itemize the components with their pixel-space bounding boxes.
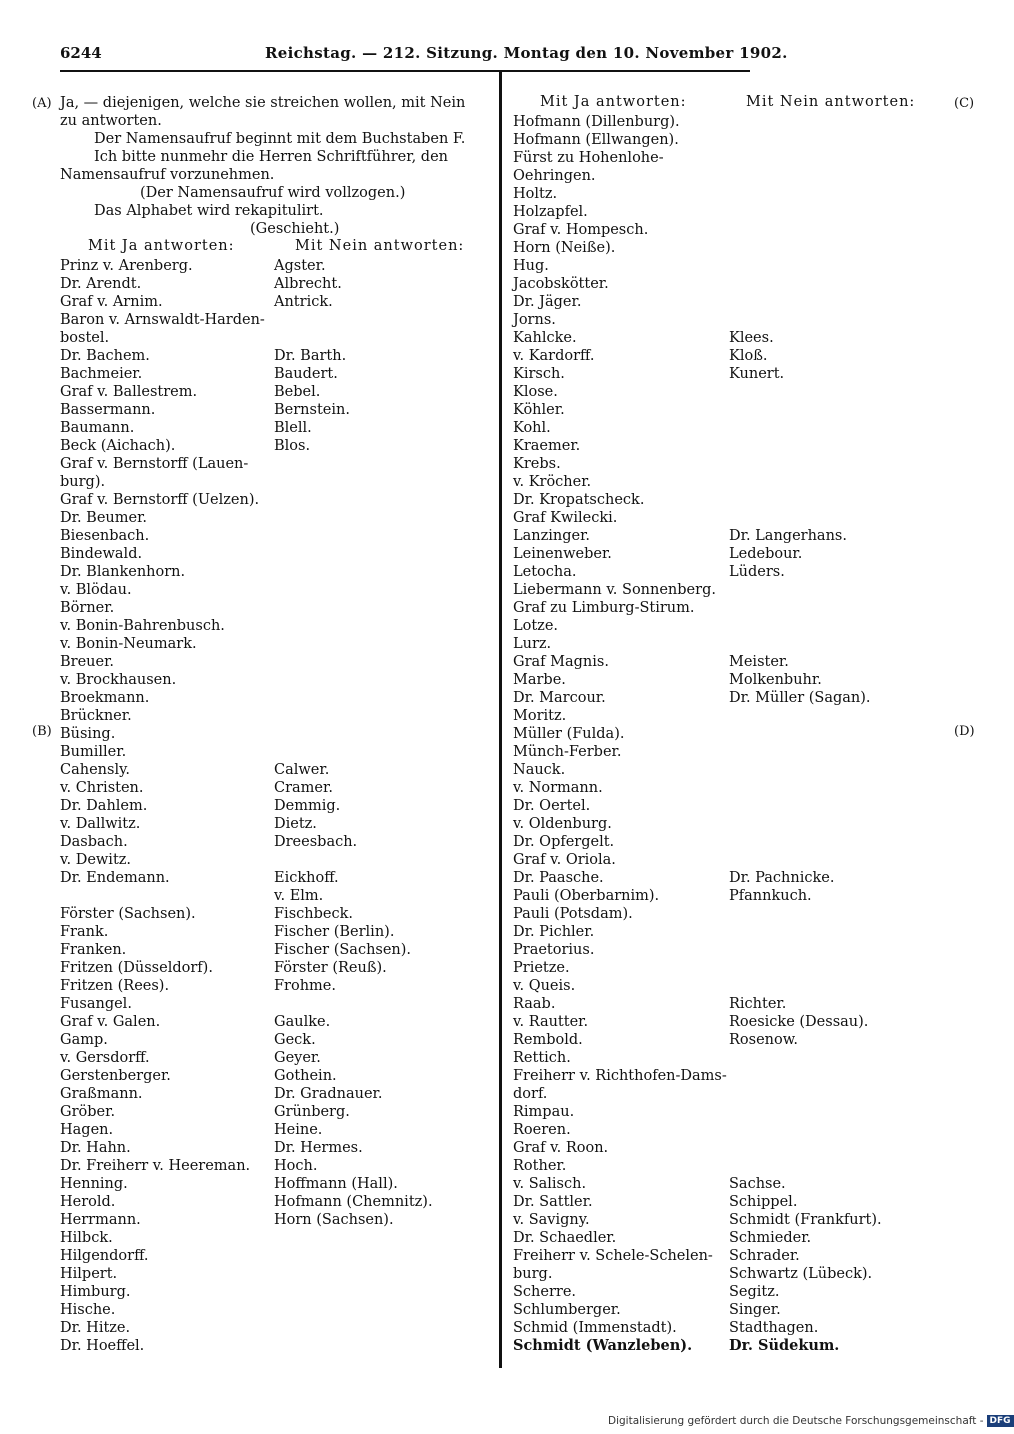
list-item bbox=[729, 275, 882, 293]
list-item: Lotze. bbox=[513, 618, 559, 634]
list-item bbox=[729, 113, 882, 131]
list-item: Graf v. Roon. bbox=[513, 1140, 609, 1156]
list-item: Dr. Schaedler. bbox=[513, 1230, 617, 1246]
list-item bbox=[729, 743, 882, 761]
list-item: Praetorius. bbox=[513, 942, 595, 958]
list-item: Pfannkuch. bbox=[729, 888, 812, 904]
list-item: Roesicke (Dessau). bbox=[729, 1014, 869, 1030]
list-item bbox=[729, 851, 882, 869]
list-item: Fischer (Sachsen). bbox=[274, 942, 412, 958]
list-item: Lurz. bbox=[513, 636, 552, 652]
list-item: Nauck. bbox=[513, 762, 566, 778]
page-title: Reichstag. — 212. Sitzung. Montag den 10. November 1902. bbox=[265, 44, 788, 62]
list-item: v. Normann. bbox=[513, 780, 603, 796]
list-item: Fritzen (Düsseldorf). bbox=[60, 960, 213, 976]
list-item: Jacobskötter. bbox=[513, 276, 609, 292]
list-item bbox=[274, 743, 433, 761]
list-item: Franken. bbox=[60, 942, 127, 958]
list-item: Schrader. bbox=[729, 1248, 800, 1264]
list-item: Dr. Beumer. bbox=[60, 510, 148, 526]
list-item: Richter. bbox=[729, 996, 787, 1012]
list-item: Brückner. bbox=[60, 708, 132, 724]
intro-line: Namensaufruf vorzunehmen. bbox=[60, 167, 275, 183]
list-item: Fischbeck. bbox=[274, 906, 353, 922]
list-item: Schmieder. bbox=[729, 1230, 812, 1246]
list-item: Dr. Blankenhorn. bbox=[60, 564, 186, 580]
list-item: Pauli (Oberbarnim). bbox=[513, 888, 660, 904]
list-item: Dr. Jäger. bbox=[513, 294, 582, 310]
list-item: Frank. bbox=[60, 924, 109, 940]
list-item: Gaulke. bbox=[274, 1014, 331, 1030]
list-item: Stadthagen. bbox=[729, 1320, 819, 1336]
list-item: Dr. Opfergelt. bbox=[513, 834, 615, 850]
list-item: Broekmann. bbox=[60, 690, 150, 706]
right-nein-heading: Mit Nein antworten: bbox=[746, 94, 916, 110]
list-item: Münch-Ferber. bbox=[513, 744, 622, 760]
list-item: Kahlcke. bbox=[513, 330, 577, 346]
list-item: Dr. Hermes. bbox=[274, 1140, 363, 1156]
list-item bbox=[729, 1067, 882, 1085]
list-item bbox=[729, 815, 882, 833]
list-item: Antrick. bbox=[274, 294, 333, 310]
list-item: Kunert. bbox=[729, 366, 785, 382]
intro-line: (Geschieht.) bbox=[250, 221, 340, 237]
list-item bbox=[274, 599, 433, 617]
intro-line: Das Alphabet wird rekapitulirt. bbox=[94, 203, 324, 219]
list-item: Gröber. bbox=[60, 1104, 116, 1120]
list-item bbox=[729, 131, 882, 149]
right-ja-list bbox=[513, 113, 727, 1355]
list-item: Klose. bbox=[513, 384, 558, 400]
list-item: Förster (Reuß). bbox=[274, 960, 387, 976]
list-item: Horn (Neiße). bbox=[513, 240, 616, 256]
list-item bbox=[729, 239, 882, 257]
list-item: Graf Kwilecki. bbox=[513, 510, 618, 526]
list-item: Dr. Südekum. bbox=[729, 1337, 840, 1354]
list-item: Biesenbach. bbox=[60, 528, 150, 544]
right-ja-heading: Mit Ja antworten: bbox=[540, 94, 687, 110]
list-item: Graf v. Bernstorff (Uelzen). bbox=[60, 492, 260, 508]
list-item: Leinenweber. bbox=[513, 546, 612, 562]
header-rule bbox=[60, 70, 750, 72]
list-item bbox=[274, 707, 433, 725]
list-item bbox=[729, 617, 882, 635]
list-item: Moritz. bbox=[513, 708, 567, 724]
list-item: Börner. bbox=[60, 600, 115, 616]
list-item: Dr. Marcour. bbox=[513, 690, 606, 706]
list-item: Herrmann. bbox=[60, 1212, 141, 1228]
list-item: Prietze. bbox=[513, 960, 570, 976]
list-item: Dr. Oertel. bbox=[513, 798, 591, 814]
list-item: Hofmann (Dillenburg). bbox=[513, 114, 680, 130]
list-item: Prinz v. Arenberg. bbox=[60, 258, 193, 274]
list-item bbox=[729, 725, 882, 743]
list-item: Dr. Langerhans. bbox=[729, 528, 847, 544]
list-item bbox=[274, 995, 433, 1013]
list-item: Scherre. bbox=[513, 1284, 577, 1300]
list-item bbox=[729, 311, 882, 329]
list-item: Beck (Aichach). bbox=[60, 438, 176, 454]
left-ja-heading: Mit Ja antworten: bbox=[88, 238, 235, 254]
list-item: Sachse. bbox=[729, 1176, 786, 1192]
list-item: Büsing. bbox=[60, 726, 116, 742]
list-item: v. Brockhausen. bbox=[60, 672, 177, 688]
list-item: Cahensly. bbox=[60, 762, 130, 778]
list-item: Albrecht. bbox=[274, 276, 342, 292]
list-item: Kloß. bbox=[729, 348, 768, 364]
list-item bbox=[274, 563, 433, 581]
list-item: Singer. bbox=[729, 1302, 781, 1318]
list-item: Hug. bbox=[513, 258, 549, 274]
list-item: Hofmann (Chemnitz). bbox=[274, 1194, 433, 1210]
list-item: Hagen. bbox=[60, 1122, 114, 1138]
list-item: Frohme. bbox=[274, 978, 337, 994]
list-item: Hoch. bbox=[274, 1158, 318, 1174]
list-item: Bassermann. bbox=[60, 402, 156, 418]
intro-line: zu antworten. bbox=[60, 113, 162, 129]
list-item: v. Dallwitz. bbox=[60, 816, 141, 832]
list-item bbox=[274, 851, 433, 869]
list-item bbox=[729, 581, 882, 599]
list-item: dorf. bbox=[513, 1086, 548, 1102]
list-item: Baumann. bbox=[60, 420, 135, 436]
list-item: Holtz. bbox=[513, 186, 558, 202]
list-item: Dr. Hoeffel. bbox=[60, 1338, 145, 1354]
list-item bbox=[274, 653, 433, 671]
list-item: Schmidt (Wanzleben). bbox=[513, 1337, 693, 1354]
list-item bbox=[274, 311, 433, 329]
list-item: Dietz. bbox=[274, 816, 317, 832]
list-item: burg). bbox=[60, 474, 106, 490]
list-item: Ledebour. bbox=[729, 546, 803, 562]
list-item: v. Savigny. bbox=[513, 1212, 590, 1228]
list-item: Molkenbuhr. bbox=[729, 672, 822, 688]
list-item: v. Blödau. bbox=[60, 582, 132, 598]
list-item: Schmid (Immenstadt). bbox=[513, 1320, 677, 1336]
list-item bbox=[274, 545, 433, 563]
list-item: Graf v. Galen. bbox=[60, 1014, 161, 1030]
list-item bbox=[729, 923, 882, 941]
list-item: v. Oldenburg. bbox=[513, 816, 612, 832]
list-item: Graf v. Arnim. bbox=[60, 294, 163, 310]
list-item: Klees. bbox=[729, 330, 774, 346]
list-item: Dr. Hitze. bbox=[60, 1320, 131, 1336]
list-item: Rettich. bbox=[513, 1050, 571, 1066]
list-item bbox=[274, 689, 433, 707]
list-item: v. Kröcher. bbox=[513, 474, 592, 490]
list-item: Hilgendorff. bbox=[60, 1248, 149, 1264]
list-item bbox=[274, 473, 433, 491]
list-item bbox=[729, 959, 882, 977]
list-item bbox=[729, 1157, 882, 1175]
list-item: Dr. Hahn. bbox=[60, 1140, 131, 1156]
list-item bbox=[729, 455, 882, 473]
list-item: Dr. Freiherr v. Heereman. bbox=[60, 1158, 251, 1174]
list-item: Schmidt (Frankfurt). bbox=[729, 1212, 882, 1228]
list-item: Jorns. bbox=[513, 312, 556, 328]
list-item bbox=[729, 473, 882, 491]
list-item bbox=[274, 491, 433, 509]
list-item: Meister. bbox=[729, 654, 789, 670]
list-item: Segitz. bbox=[729, 1284, 780, 1300]
list-item: Calwer. bbox=[274, 762, 330, 778]
list-item: Dr. Endemann. bbox=[60, 870, 170, 886]
list-item bbox=[274, 455, 433, 473]
list-item: Dr. Gradnauer. bbox=[274, 1086, 383, 1102]
list-item: Baudert. bbox=[274, 366, 338, 382]
list-item: Raab. bbox=[513, 996, 556, 1012]
list-item: Hoffmann (Hall). bbox=[274, 1176, 398, 1192]
list-item: Dr. Sattler. bbox=[513, 1194, 593, 1210]
list-item: Grünberg. bbox=[274, 1104, 350, 1120]
list-item: v. Bonin-Bahrenbusch. bbox=[60, 618, 225, 634]
list-item: v. Salisch. bbox=[513, 1176, 587, 1192]
list-item: Graßmann. bbox=[60, 1086, 143, 1102]
list-item: Pauli (Potsdam). bbox=[513, 906, 633, 922]
list-item: Roeren. bbox=[513, 1122, 571, 1138]
list-item: Förster (Sachsen). bbox=[60, 906, 196, 922]
list-item: v. Dewitz. bbox=[60, 852, 132, 868]
list-item: Lüders. bbox=[729, 564, 785, 580]
list-item: Bumiller. bbox=[60, 744, 127, 760]
left-ja-list bbox=[60, 257, 265, 1355]
list-item: Dr. Paasche. bbox=[513, 870, 604, 886]
list-item: Dreesbach. bbox=[274, 834, 358, 850]
list-item: Henning. bbox=[60, 1176, 128, 1192]
list-item bbox=[274, 329, 433, 347]
list-item: Dr. Arendt. bbox=[60, 276, 142, 292]
list-item bbox=[729, 599, 882, 617]
list-item bbox=[729, 977, 882, 995]
margin-mark-b: (B) bbox=[32, 724, 52, 739]
list-item: Herold. bbox=[60, 1194, 116, 1210]
list-item: Köhler. bbox=[513, 402, 565, 418]
list-item: Gerstenberger. bbox=[60, 1068, 171, 1084]
list-item: Bachmeier. bbox=[60, 366, 143, 382]
list-item: v. Bonin-Neumark. bbox=[60, 636, 197, 652]
list-item bbox=[729, 167, 882, 185]
list-item: bostel. bbox=[60, 330, 110, 346]
list-item: Dr. Pachnicke. bbox=[729, 870, 835, 886]
list-item: Kirsch. bbox=[513, 366, 565, 382]
list-item bbox=[274, 617, 433, 635]
list-item: Geyer. bbox=[274, 1050, 321, 1066]
list-item: Horn (Sachsen). bbox=[274, 1212, 394, 1228]
list-item: Dr. Müller (Sagan). bbox=[729, 690, 871, 706]
list-item: Dr. Barth. bbox=[274, 348, 347, 364]
list-item bbox=[729, 419, 882, 437]
list-item: Holzapfel. bbox=[513, 204, 588, 220]
list-item: Graf v. Bernstorff (Lauen- bbox=[60, 456, 249, 472]
list-item: Fischer (Berlin). bbox=[274, 924, 395, 940]
list-item: v. Gersdorff. bbox=[60, 1050, 150, 1066]
list-item: Heine. bbox=[274, 1122, 323, 1138]
list-item bbox=[729, 257, 882, 275]
intro-line: Ja, — diejenigen, welche sie streichen wollen, mit Nein bbox=[60, 95, 466, 111]
list-item bbox=[729, 707, 882, 725]
list-item: Rosenow. bbox=[729, 1032, 799, 1048]
intro-line: (Der Namensaufruf wird vollzogen.) bbox=[140, 185, 406, 201]
footer bbox=[608, 1415, 1014, 1427]
list-item: Hofmann (Ellwangen). bbox=[513, 132, 679, 148]
list-item bbox=[729, 383, 882, 401]
list-item bbox=[729, 635, 882, 653]
list-item: Liebermann v. Sonnenberg. bbox=[513, 582, 716, 598]
list-item: Graf v. Oriola. bbox=[513, 852, 616, 868]
list-item: Kohl. bbox=[513, 420, 551, 436]
margin-mark-a: (A) bbox=[32, 96, 52, 111]
list-item: Freiherr v. Richthofen-Dams- bbox=[513, 1068, 727, 1084]
list-item: Rembold. bbox=[513, 1032, 583, 1048]
list-item: Bebel. bbox=[274, 384, 321, 400]
list-item: Schwartz (Lübeck). bbox=[729, 1266, 873, 1282]
list-item bbox=[274, 581, 433, 599]
dfg-logo: DFG bbox=[987, 1415, 1014, 1427]
left-nein-list bbox=[274, 257, 433, 1229]
list-item: Graf zu Limburg-Stirum. bbox=[513, 600, 695, 616]
list-item bbox=[729, 293, 882, 311]
list-item: Geck. bbox=[274, 1032, 316, 1048]
page-number: 6244 bbox=[60, 44, 102, 62]
list-item bbox=[729, 761, 882, 779]
list-item bbox=[729, 437, 882, 455]
list-item: Graf v. Ballestrem. bbox=[60, 384, 198, 400]
list-item bbox=[729, 779, 882, 797]
list-item: Breuer. bbox=[60, 654, 115, 670]
list-item: Blell. bbox=[274, 420, 312, 436]
list-item bbox=[729, 185, 882, 203]
list-item: v. Elm. bbox=[274, 888, 324, 904]
list-item bbox=[729, 1139, 882, 1157]
list-item bbox=[274, 509, 433, 527]
margin-mark-d: (D) bbox=[954, 724, 975, 739]
list-item: Rother. bbox=[513, 1158, 567, 1174]
list-item: Letocha. bbox=[513, 564, 577, 580]
list-item: Fürst zu Hohenlohe- bbox=[513, 150, 664, 166]
list-item bbox=[274, 635, 433, 653]
right-nein-list bbox=[729, 113, 882, 1355]
list-item bbox=[60, 887, 265, 905]
list-item: Demmig. bbox=[274, 798, 341, 814]
list-item: Fritzen (Rees). bbox=[60, 978, 170, 994]
list-item: Graf Magnis. bbox=[513, 654, 609, 670]
list-item bbox=[729, 833, 882, 851]
list-item: Marbe. bbox=[513, 672, 566, 688]
list-item bbox=[729, 509, 882, 527]
list-item: Krebs. bbox=[513, 456, 561, 472]
list-item: Dr. Kropatscheck. bbox=[513, 492, 645, 508]
list-item bbox=[729, 797, 882, 815]
list-item bbox=[729, 149, 882, 167]
list-item: Himburg. bbox=[60, 1284, 131, 1300]
column-divider bbox=[499, 72, 502, 1368]
list-item: Eickhoff. bbox=[274, 870, 339, 886]
intro-line: Der Namensaufruf beginnt mit dem Buchstaben F. bbox=[94, 131, 466, 147]
list-item: Gamp. bbox=[60, 1032, 108, 1048]
list-item: Hische. bbox=[60, 1302, 116, 1318]
list-item: Hilpert. bbox=[60, 1266, 118, 1282]
list-item bbox=[729, 1049, 882, 1067]
list-item bbox=[729, 491, 882, 509]
list-item bbox=[729, 203, 882, 221]
list-item bbox=[729, 221, 882, 239]
list-item: Rimpau. bbox=[513, 1104, 575, 1120]
list-item bbox=[729, 1085, 882, 1103]
list-item: Fusangel. bbox=[60, 996, 132, 1012]
left-nein-heading: Mit Nein antworten: bbox=[295, 238, 465, 254]
list-item: Müller (Fulda). bbox=[513, 726, 625, 742]
list-item: Lanzinger. bbox=[513, 528, 591, 544]
list-item: Bernstein. bbox=[274, 402, 350, 418]
list-item: Dr. Pichler. bbox=[513, 924, 595, 940]
list-item bbox=[274, 725, 433, 743]
list-item: Hilbck. bbox=[60, 1230, 113, 1246]
list-item bbox=[729, 1103, 882, 1121]
list-item: Agster. bbox=[274, 258, 326, 274]
list-item bbox=[729, 941, 882, 959]
footer-text: Digitalisierung gefördert durch die Deutsche Forschungsgemeinschaft - bbox=[608, 1415, 984, 1427]
list-item bbox=[274, 527, 433, 545]
list-item: Bindewald. bbox=[60, 546, 143, 562]
list-item: Freiherr v. Schele-Schelen- bbox=[513, 1248, 713, 1264]
list-item: Cramer. bbox=[274, 780, 333, 796]
list-item: Blos. bbox=[274, 438, 311, 454]
list-item: Schlumberger. bbox=[513, 1302, 621, 1318]
list-item: v. Christen. bbox=[60, 780, 144, 796]
margin-mark-c: (C) bbox=[954, 96, 975, 111]
list-item: burg. bbox=[513, 1266, 553, 1282]
list-item: Schippel. bbox=[729, 1194, 798, 1210]
list-item bbox=[729, 905, 882, 923]
list-item bbox=[729, 1121, 882, 1139]
list-item: Oehringen. bbox=[513, 168, 596, 184]
list-item: Gothein. bbox=[274, 1068, 337, 1084]
list-item: Kraemer. bbox=[513, 438, 581, 454]
list-item: Dr. Bachem. bbox=[60, 348, 150, 364]
list-item: v. Queis. bbox=[513, 978, 576, 994]
list-item bbox=[274, 671, 433, 689]
list-item: v. Kardorff. bbox=[513, 348, 595, 364]
list-item: Dr. Dahlem. bbox=[60, 798, 148, 814]
list-item bbox=[729, 401, 882, 419]
intro-line: Ich bitte nunmehr die Herren Schriftführer, den bbox=[94, 149, 448, 165]
list-item: v. Rautter. bbox=[513, 1014, 589, 1030]
list-item: Graf v. Hompesch. bbox=[513, 222, 649, 238]
list-item: Baron v. Arnswaldt-Harden- bbox=[60, 312, 265, 328]
list-item: Dasbach. bbox=[60, 834, 128, 850]
